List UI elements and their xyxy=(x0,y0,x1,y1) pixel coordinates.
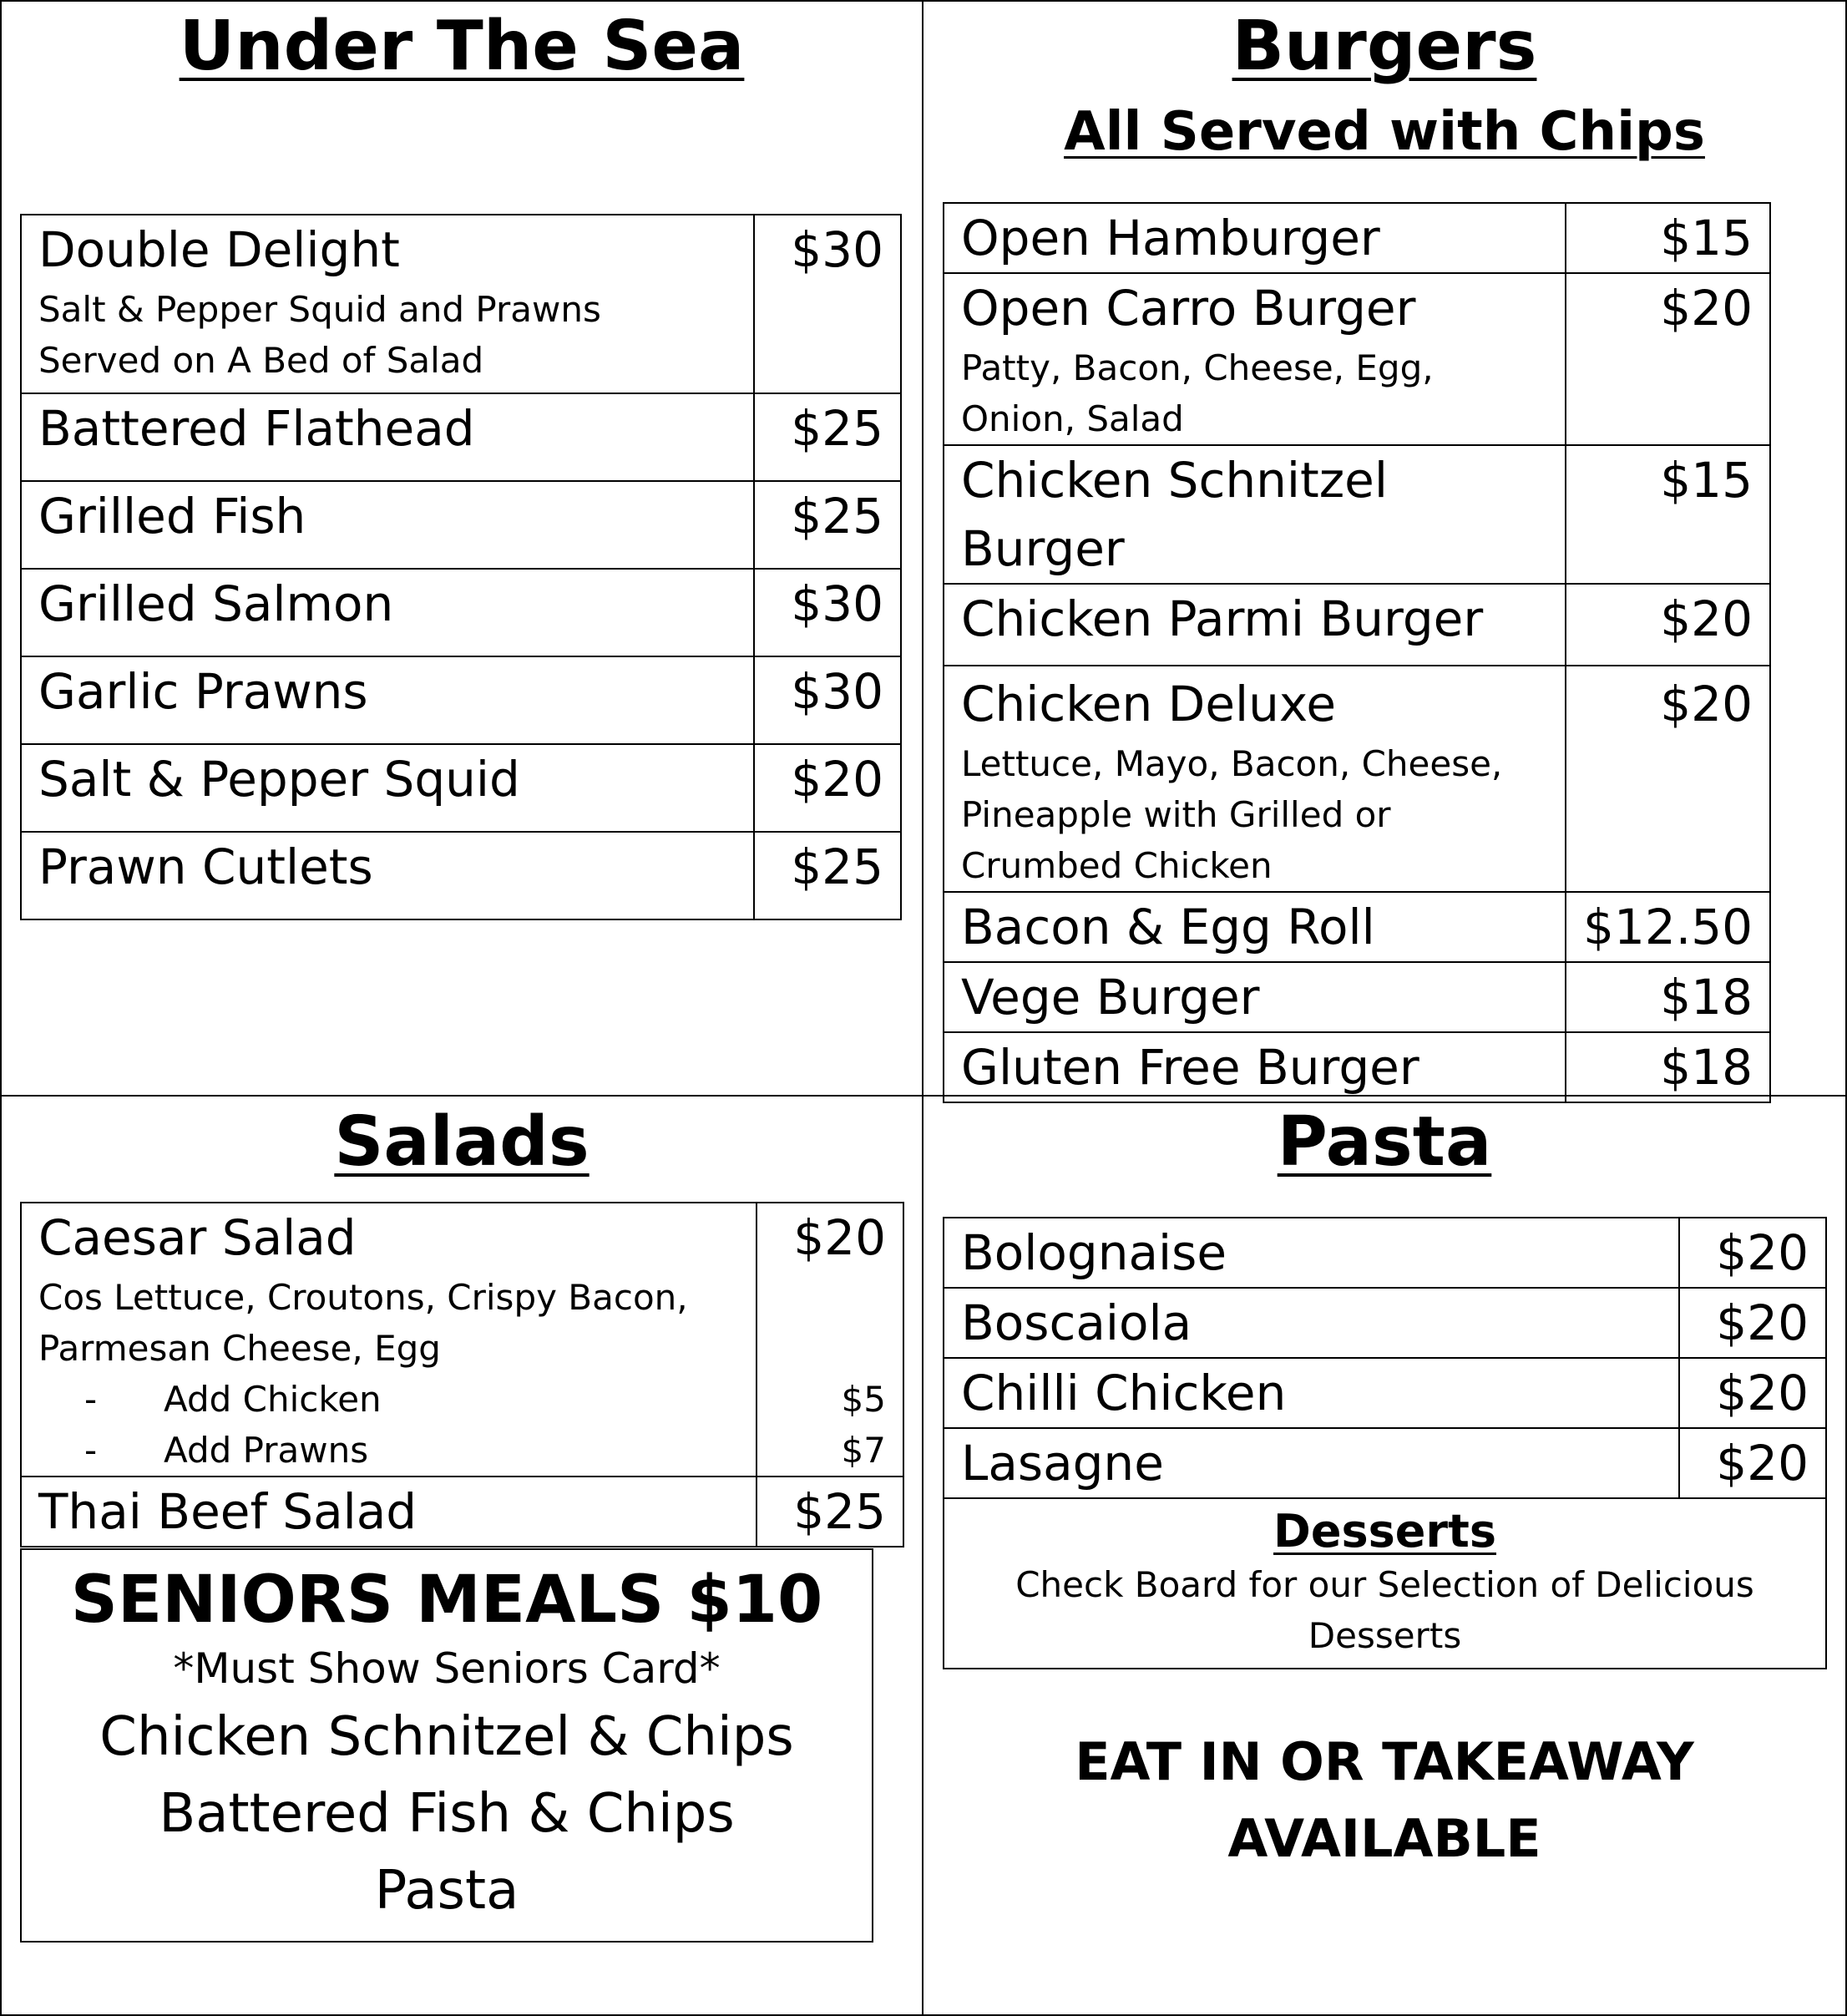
item-description: Served on A Bed of Salad xyxy=(38,340,484,381)
item-price: $30 xyxy=(754,569,901,656)
item-description: Crumbed Chicken xyxy=(961,845,1273,886)
item-name: Garlic Prawns xyxy=(21,656,754,744)
item-price: $20 xyxy=(1679,1428,1826,1498)
burgers-subtitle: All Served with Chips xyxy=(1064,101,1705,163)
desserts-box xyxy=(943,1496,1827,1669)
item-name: Grilled Salmon xyxy=(21,569,754,656)
eat-in-takeaway-notice xyxy=(922,1724,1847,1877)
item-price: $20 xyxy=(754,744,901,832)
item-price: $15 xyxy=(1566,203,1770,273)
table-row xyxy=(944,892,1770,962)
price-cell xyxy=(757,1203,903,1477)
item-price: $25 xyxy=(757,1477,903,1547)
addon-name: Add Prawns xyxy=(164,1430,369,1471)
pasta-table xyxy=(943,1217,1827,1499)
item-cell xyxy=(944,666,1566,892)
item-price: $25 xyxy=(754,832,901,919)
item-name: Double Delight xyxy=(38,221,400,278)
table-row xyxy=(21,569,901,656)
item-name: Chicken Schnitzel xyxy=(961,452,1388,509)
addon-dash: - xyxy=(84,1430,98,1471)
item-name: Chicken Parmi Burger xyxy=(944,584,1566,666)
item-price: $25 xyxy=(754,393,901,481)
burgers-table xyxy=(943,202,1771,1103)
addon-name: Add Chicken xyxy=(164,1379,382,1420)
item-price: $15 xyxy=(1566,445,1770,584)
item-price: $20 xyxy=(1679,1218,1826,1288)
table-row xyxy=(944,1358,1826,1428)
item-description: Salt & Pepper Squid and Prawns xyxy=(38,289,601,330)
notice-line: AVAILABLE xyxy=(1227,1808,1541,1869)
item-name: Thai Beef Salad xyxy=(21,1477,757,1547)
pasta-title: Pasta xyxy=(1277,1102,1492,1182)
desserts-text: Check Board for our Selection of Delicious Desserts xyxy=(1015,1564,1754,1656)
item-name: Salt & Pepper Squid xyxy=(21,744,754,832)
table-row xyxy=(944,666,1770,892)
table-row xyxy=(944,273,1770,445)
item-price: $25 xyxy=(754,481,901,569)
table-row xyxy=(944,203,1770,273)
table-row xyxy=(944,1288,1826,1358)
seniors-meals-box xyxy=(20,1548,873,1943)
table-row xyxy=(21,215,901,393)
item-price: $12.50 xyxy=(1566,892,1770,962)
salads-title: Salads xyxy=(334,1102,590,1182)
item-price: $20 xyxy=(1679,1358,1826,1428)
spacer xyxy=(774,1272,886,1374)
addon-price: $7 xyxy=(841,1430,886,1471)
table-row xyxy=(944,445,1770,584)
item-price: $20 xyxy=(1566,273,1770,445)
item-cell xyxy=(21,215,754,393)
item-price: $20 xyxy=(1566,666,1770,892)
item-cell xyxy=(944,273,1566,445)
item-name: Open Hamburger xyxy=(944,203,1566,273)
item-description: Onion, Salad xyxy=(961,398,1184,439)
item-price: $20 xyxy=(1566,584,1770,666)
item-price: $18 xyxy=(1566,1032,1770,1102)
desserts-title: Desserts xyxy=(1273,1505,1496,1558)
table-row xyxy=(21,1203,903,1477)
seniors-item: Chicken Schnitzel & Chips xyxy=(99,1706,794,1768)
table-row xyxy=(21,1477,903,1547)
seniors-title: SENIORS MEALS $10 xyxy=(70,1563,823,1638)
item-cell xyxy=(21,1203,757,1477)
salads-table xyxy=(20,1202,904,1547)
item-name-continued: Burger xyxy=(961,520,1125,577)
table-row xyxy=(944,584,1770,666)
burgers-title: Burgers xyxy=(1232,7,1537,86)
item-name: Boscaiola xyxy=(944,1288,1679,1358)
under-the-sea-table xyxy=(20,214,902,920)
seniors-note: *Must Show Seniors Card* xyxy=(173,1644,721,1693)
table-row xyxy=(944,1218,1826,1288)
item-name: Vege Burger xyxy=(944,962,1566,1032)
seniors-item: Pasta xyxy=(374,1860,519,1922)
item-cell xyxy=(944,445,1566,584)
addon-price: $5 xyxy=(841,1379,886,1420)
seniors-item: Battered Fish & Chips xyxy=(159,1783,735,1845)
under-the-sea-title: Under The Sea xyxy=(179,7,745,86)
item-description: Lettuce, Mayo, Bacon, Cheese, xyxy=(961,743,1503,784)
item-name: Grilled Fish xyxy=(21,481,754,569)
table-row xyxy=(21,832,901,919)
item-name: Open Carro Burger xyxy=(961,280,1416,337)
item-description: Parmesan Cheese, Egg xyxy=(38,1328,441,1369)
item-description: Patty, Bacon, Cheese, Egg, xyxy=(961,347,1434,388)
item-name: Chicken Deluxe xyxy=(961,676,1337,732)
item-name: Gluten Free Burger xyxy=(944,1032,1566,1102)
table-row xyxy=(944,1428,1826,1498)
item-price: $30 xyxy=(754,656,901,744)
addon-dash: - xyxy=(84,1379,98,1420)
item-price: $18 xyxy=(1566,962,1770,1032)
table-row xyxy=(21,393,901,481)
table-row xyxy=(21,744,901,832)
table-row xyxy=(21,481,901,569)
item-description: Cos Lettuce, Croutons, Crispy Bacon, xyxy=(38,1277,688,1318)
item-name: Chilli Chicken xyxy=(944,1358,1679,1428)
item-price: $20 xyxy=(793,1209,886,1266)
item-name: Bacon & Egg Roll xyxy=(944,892,1566,962)
item-name: Prawn Cutlets xyxy=(21,832,754,919)
item-name: Bolognaise xyxy=(944,1218,1679,1288)
item-price: $20 xyxy=(1679,1288,1826,1358)
item-description: Pineapple with Grilled or xyxy=(961,794,1391,835)
addon-prawns xyxy=(38,1425,739,1476)
notice-line: EAT IN OR TAKEAWAY xyxy=(1075,1731,1694,1792)
table-row xyxy=(944,962,1770,1032)
item-name: Caesar Salad xyxy=(38,1209,357,1266)
item-name: Lasagne xyxy=(944,1428,1679,1498)
table-row xyxy=(944,1032,1770,1102)
item-price: $30 xyxy=(754,215,901,393)
item-name: Battered Flathead xyxy=(21,393,754,481)
addon-chicken xyxy=(38,1374,739,1425)
table-row xyxy=(21,656,901,744)
